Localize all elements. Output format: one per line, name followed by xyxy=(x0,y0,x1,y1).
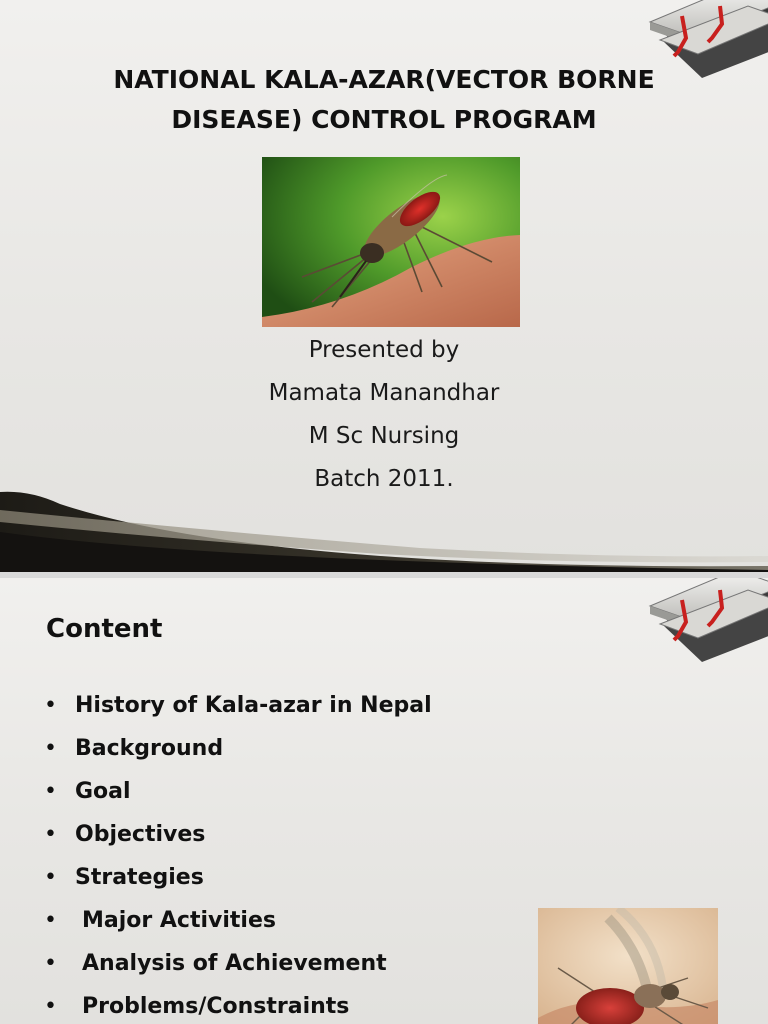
presenter-degree: M Sc Nursing xyxy=(308,423,460,449)
list-item: • Objectives xyxy=(44,813,432,856)
title-line-2: DISEASE) CONTROL PROGRAM xyxy=(171,105,597,134)
content-heading: Content xyxy=(46,614,163,644)
list-item: • Strategies xyxy=(44,856,432,899)
books-with-bookmark-icon xyxy=(624,578,768,668)
presented-by-label: Presented by xyxy=(308,337,460,363)
content-list xyxy=(44,684,432,1024)
presenter-name: Mamata Manandhar xyxy=(268,380,500,406)
slide-title xyxy=(80,60,688,140)
title-line-1: NATIONAL KALA-AZAR(VECTOR BORNE xyxy=(113,65,655,94)
list-item: • History of Kala-azar in Nepal xyxy=(44,684,432,727)
presenter-batch: Batch 2011. xyxy=(314,466,454,492)
decorative-swoosh xyxy=(0,470,768,576)
sandfly-photo xyxy=(538,908,718,1024)
mosquito-photo xyxy=(262,157,520,327)
list-item: • Background xyxy=(44,727,432,770)
content-slide xyxy=(0,576,768,1024)
list-item: • Major Activities xyxy=(44,899,432,942)
list-item: • Problems/Constraints xyxy=(44,985,432,1024)
list-item: • Goal xyxy=(44,770,432,813)
list-item: • Analysis of Achievement xyxy=(44,942,432,985)
slide-separator xyxy=(0,572,768,578)
